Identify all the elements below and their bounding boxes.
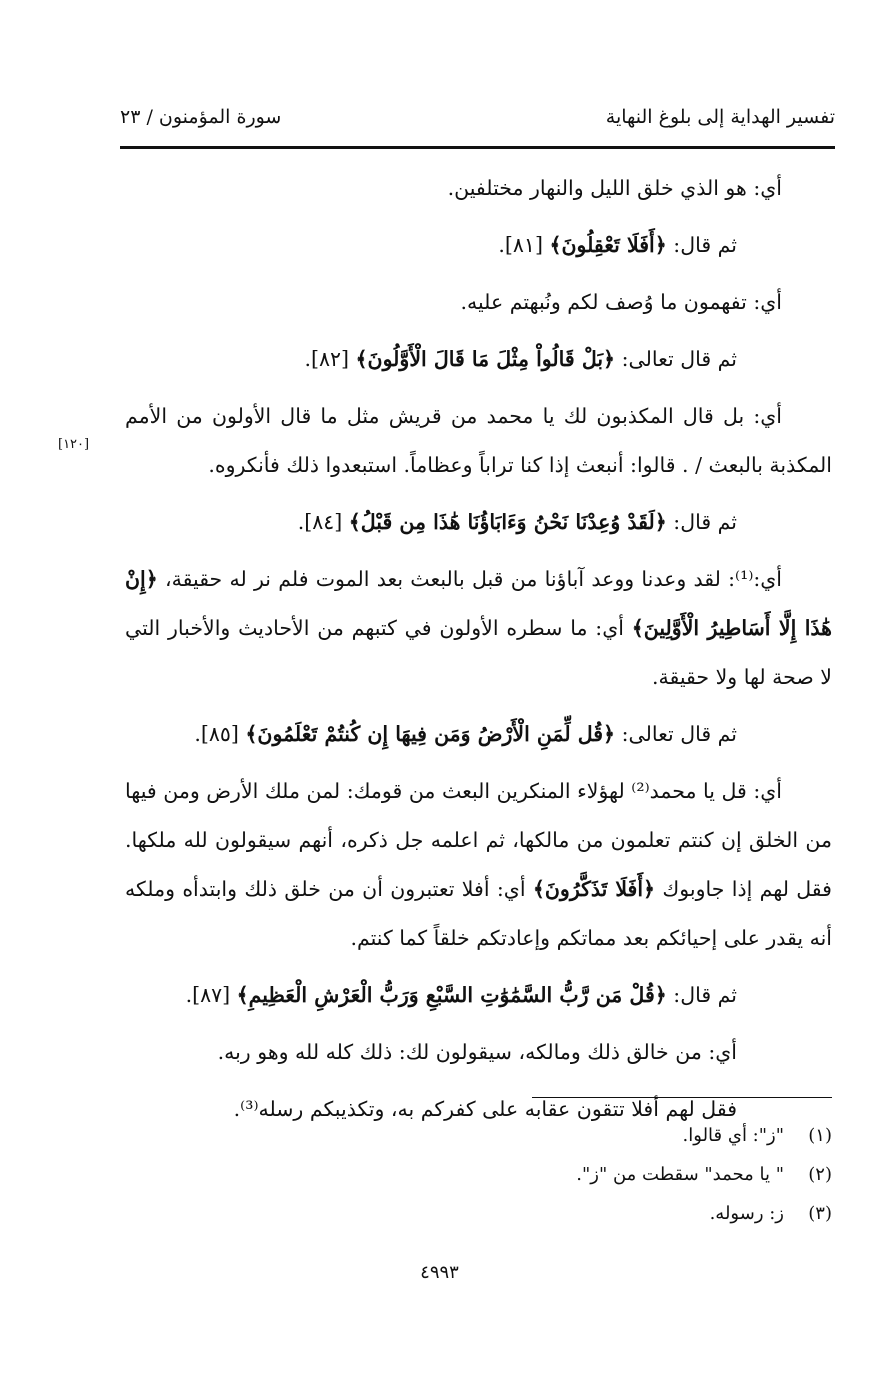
book-title: تفسير الهداية إلى بلوغ النهاية (605, 106, 835, 128)
footnote-2 (125, 1155, 832, 1194)
footnote-number: (١) (808, 1125, 832, 1146)
paragraph-11: أي: من خالق ذلك ومالكه، سيقولون لك: ذلك كله لله وهو ربه. (217, 1040, 737, 1064)
paragraph-9: أي: قل يا محمد⁽²⁾ لهؤلاء المنكرين البعث من قومك: لمن ملك الأرض ومن فيها من الخلق إن كنتم تعلمون من مالكها، ثم اعلمه جل ذكره، أنهم سيقولون لله ملكها. فقل لهم إذا جاوبوك ﴿أَفَلَا تَذَكَّرُونَ﴾ أي: أفلا تعتبرون أن من خلق ذلك وابتدأه وملكه أنه يقدر على إحيائكم بعد مماتكم وإعادتكم خلقاً كما كنتم. (125, 779, 832, 950)
paragraph-6: ثم قال: ﴿لَقَدْ وُعِدْنَا نَحْنُ وَءَابَاؤُنَا هَٰذَا مِن قَبْلُ﴾ [٨٤]. (297, 510, 737, 534)
paragraph-10: ثم قال: ﴿قُلْ مَن رَّبُّ السَّمَٰوَٰتِ السَّبْعِ وَرَبُّ الْعَرْشِ الْعَظِيمِ﴾ [٨٧]. (185, 983, 737, 1007)
quran-verse: ﴿قُل لِّمَنِ الْأَرْضُ وَمَن فِيهَا إِن كُنتُمْ تَعْلَمُونَ﴾ (245, 722, 616, 746)
paragraph-2: ثم قال: ﴿أَفَلَا تَعْقِلُونَ﴾ [٨١]. (498, 233, 737, 257)
footnote-number: (٣) (808, 1203, 832, 1224)
paragraph-7: أي:⁽¹⁾: لقد وعدنا ووعد آباؤنا من قبل بالبعث بعد الموت فلم نر له حقيقة، ﴿إِنْ هَٰذَا إِلَّا أَسَاطِيرُ الْأَوَّلِينَ﴾ أي: ما سطره الأولون في كتبهم من الأحاديث والأخبار التي لا صحة لها ولا حقيقة. (125, 567, 832, 689)
quran-verse: ﴿أَفَلَا تَذَكَّرُونَ﴾ (532, 877, 656, 901)
paragraph-1: أي: هو الذي خلق الليل والنهار مختلفين. (447, 176, 782, 200)
footnotes (125, 1116, 832, 1233)
header-rule (120, 146, 835, 149)
paragraph-8: ثم قال تعالى: ﴿قُل لِّمَنِ الْأَرْضُ وَمَن فِيهَا إِن كُنتُمْ تَعْلَمُونَ﴾ [٨٥]. (194, 722, 737, 746)
footnote-number: (٢) (808, 1164, 832, 1185)
main-text (125, 164, 832, 1142)
footnote-rule (532, 1097, 832, 1098)
margin-folio-note: [١٢٠] (58, 437, 90, 452)
paragraph-5: أي: بل قال المكذبون لك يا محمد من قريش مثل ما قال الأولون من الأمم المكذبة بالبعث / . قالوا: أنبعث إذا كنا تراباً وعظاماً. استبعدوا ذلك فأنكروه. (125, 404, 832, 477)
paragraph-3: أي: تفهمون ما وُصف لكم ونُبهتم عليه. (460, 290, 782, 314)
paragraph-4: ثم قال تعالى: ﴿بَلْ قَالُواْ مِثْلَ مَا قَالَ الْأَوَّلُونَ﴾ [٨٢]. (304, 347, 737, 371)
footnote-3 (125, 1194, 832, 1233)
sura-label: سورة المؤمنون / ٢٣ (120, 106, 282, 128)
footnote-text: ز: رسوله. (709, 1203, 784, 1224)
quran-verse: ﴿بَلْ قَالُواْ مِثْلَ مَا قَالَ الْأَوَّلُونَ﴾ (355, 347, 616, 371)
page-number: ٤٩٩٣ (420, 1262, 459, 1283)
footnote-1 (125, 1116, 832, 1155)
quran-verse: ﴿أَفَلَا تَعْقِلُونَ﴾ (549, 233, 667, 257)
quran-verse: ﴿قُلْ مَن رَّبُّ السَّمَٰوَٰتِ السَّبْعِ وَرَبُّ الْعَرْشِ الْعَظِيمِ﴾ (236, 983, 667, 1007)
footnote-text: " يا محمد" سقطت من "ز". (576, 1164, 784, 1185)
running-header (120, 100, 835, 140)
footnote-text: "ز": أي قالوا. (682, 1125, 784, 1146)
paragraph-12: فقل لهم أفلا تتقون عقابه على كفركم به، وتكذيبكم رسله⁽³⁾. (233, 1097, 737, 1121)
quran-verse: ﴿لَقَدْ وُعِدْنَا نَحْنُ وَءَابَاؤُنَا هَٰذَا مِن قَبْلُ﴾ (348, 510, 667, 534)
quran-verse: ﴿إِنْ هَٰذَا إِلَّا أَسَاطِيرُ الْأَوَّلِينَ﴾ (125, 567, 832, 640)
